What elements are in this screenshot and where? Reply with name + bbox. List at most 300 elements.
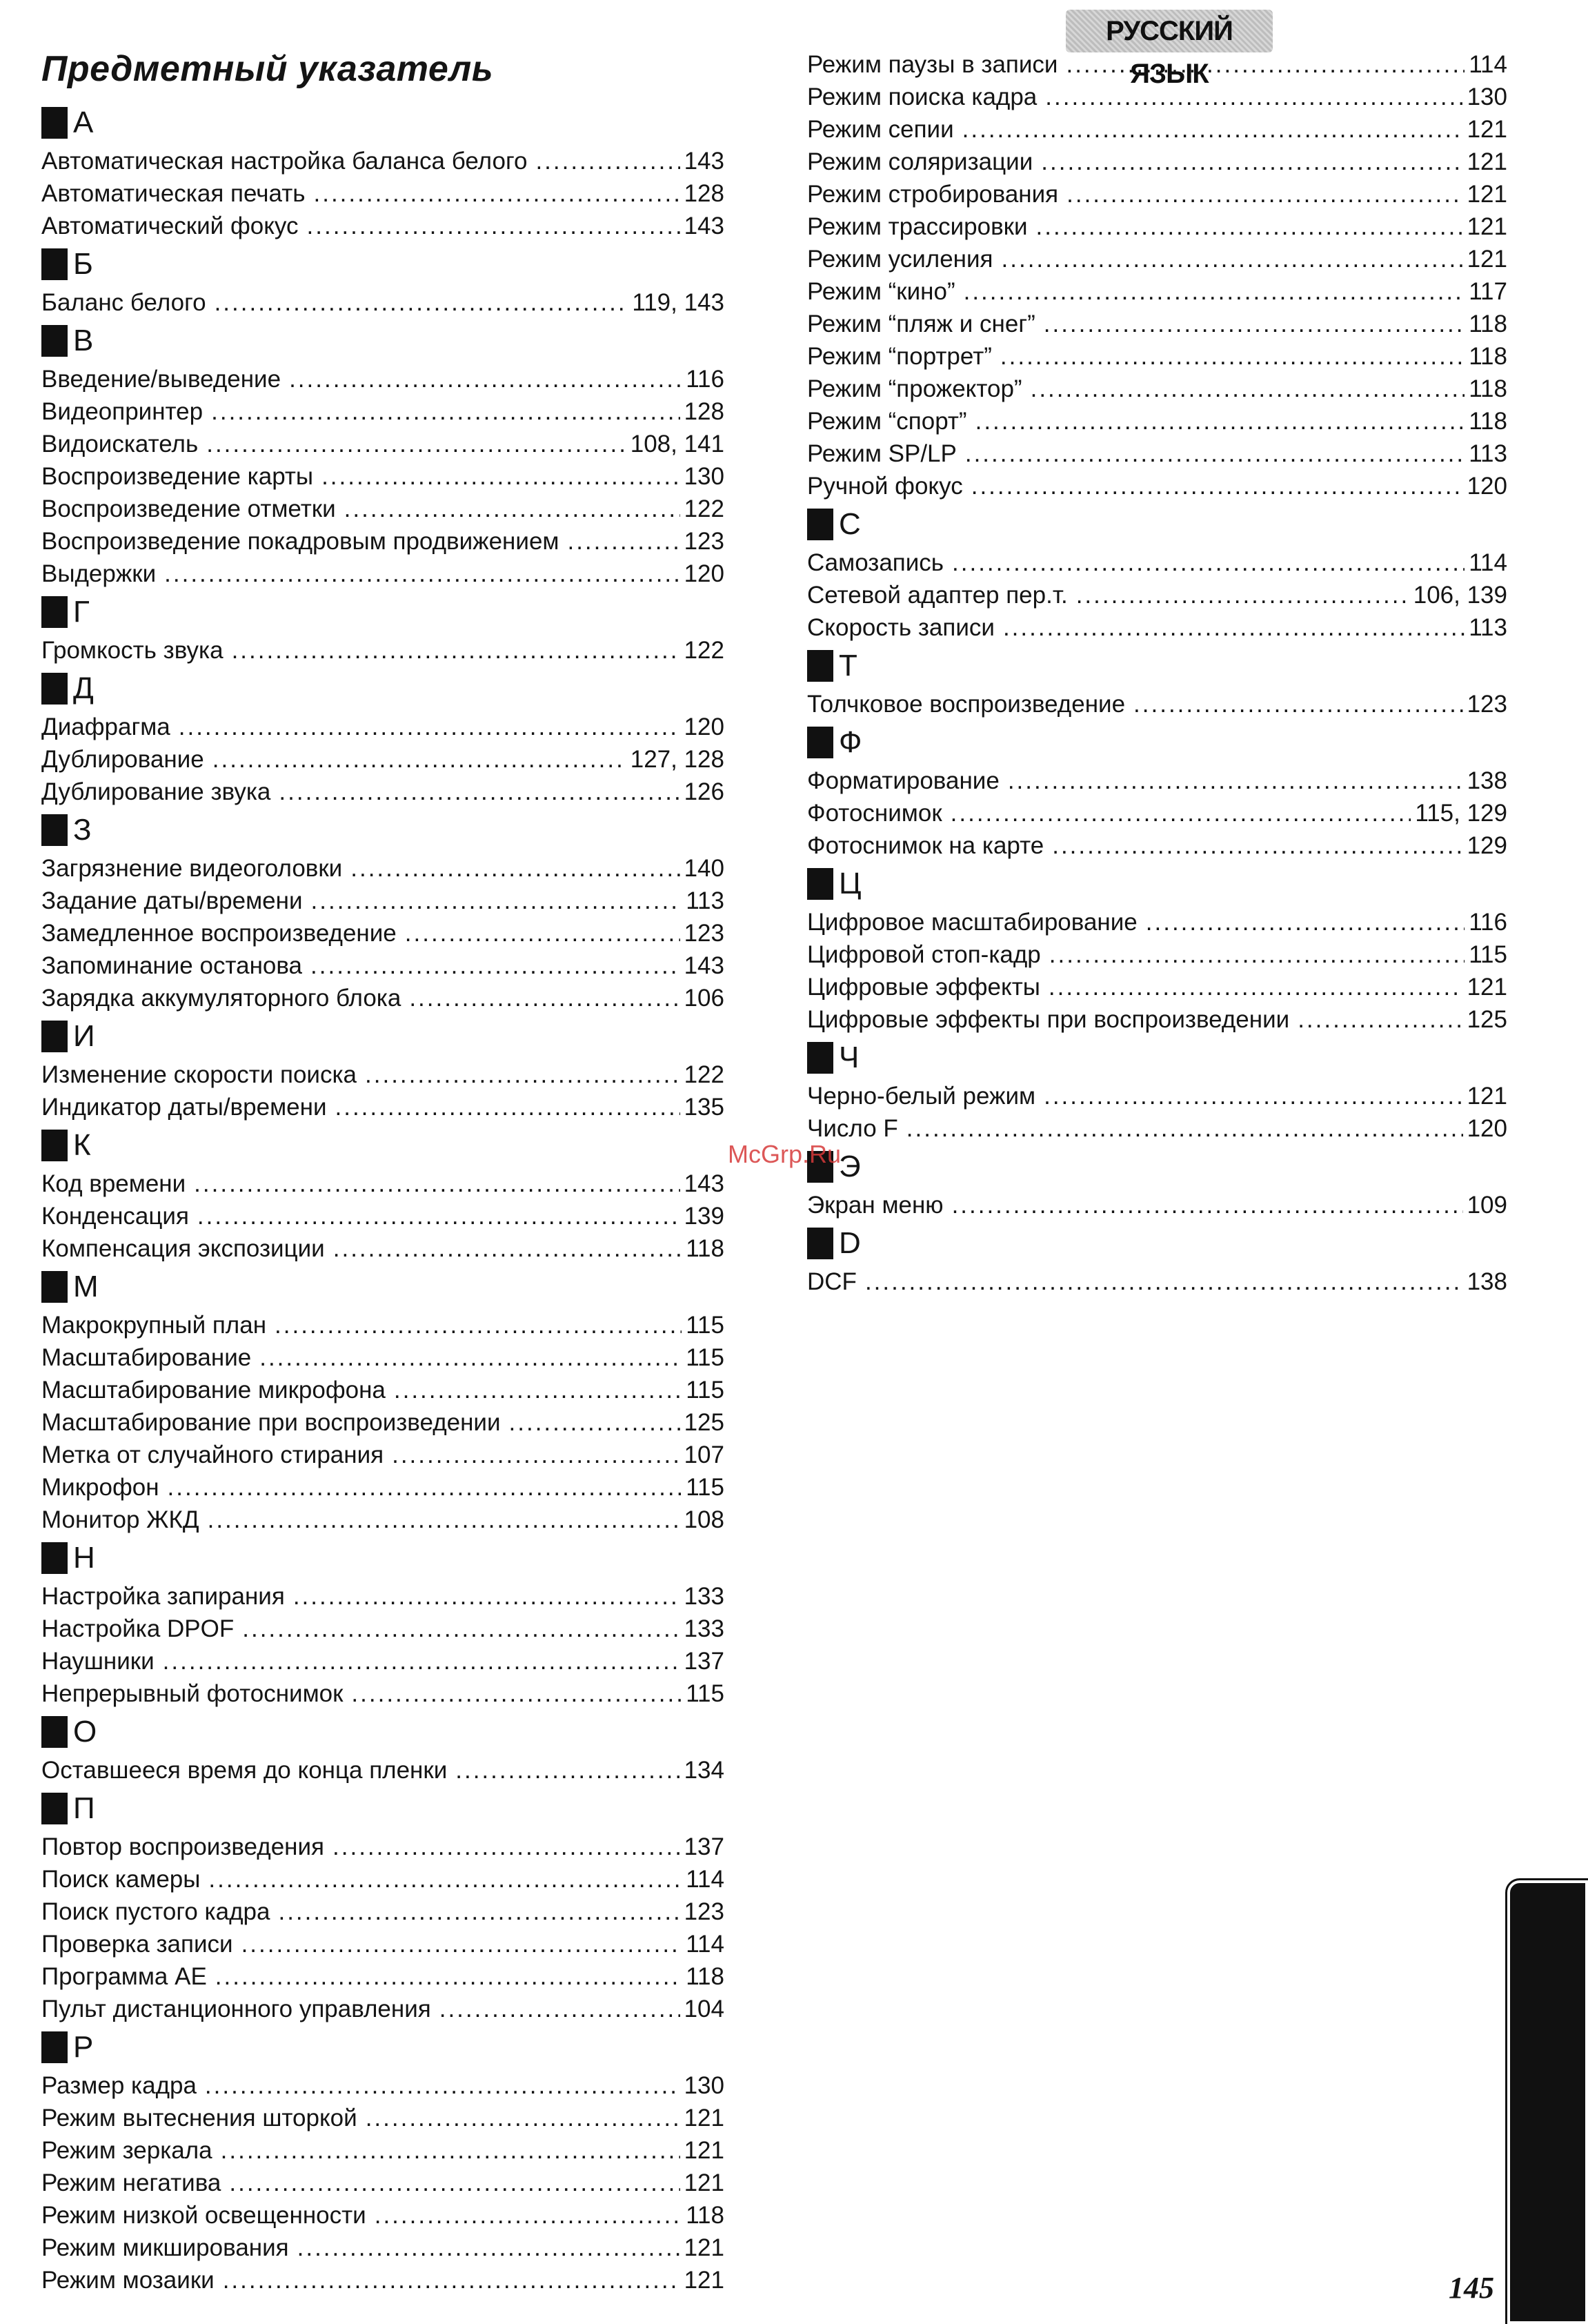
- entry-term: Дублирование: [41, 746, 204, 773]
- entry-page-ref: 115: [686, 1344, 724, 1371]
- entry-term: Режим микширования: [41, 2234, 289, 2261]
- section-letter: Б: [73, 247, 93, 281]
- index-entry: [41, 1831, 724, 1863]
- entry-term: Видоискатель: [41, 431, 199, 457]
- dot-leader: [952, 546, 1465, 579]
- entry-page-ref: 137: [684, 1648, 724, 1675]
- entry-page-ref: 120: [1467, 1115, 1507, 1142]
- index-entry: [41, 1993, 724, 2025]
- index-entry: [41, 1754, 724, 1786]
- dot-leader: [211, 395, 679, 428]
- entry-page-ref: 114: [686, 1931, 724, 1958]
- index-entry: [807, 611, 1507, 644]
- index-entry: [807, 906, 1507, 938]
- letter-section: [807, 862, 1507, 1036]
- dot-leader: [275, 1309, 682, 1341]
- dot-leader: [1049, 971, 1463, 1003]
- entry-term: Сетевой адаптер пер.т.: [807, 582, 1068, 609]
- dot-leader: [164, 558, 679, 590]
- entry-page-ref: 143: [684, 1170, 724, 1197]
- dot-leader: [1052, 829, 1462, 862]
- black-square-icon: [807, 650, 833, 682]
- page-title: Предметный указатель: [41, 49, 494, 89]
- entry-term: Замедленное воспроизведение: [41, 920, 397, 947]
- entry-term: Цифровое масштабирование: [807, 909, 1138, 936]
- black-square-icon: [807, 1228, 833, 1259]
- index-entry: [807, 81, 1507, 113]
- entry-page-ref: 118: [1469, 343, 1507, 370]
- entry-term: Фотоснимок: [807, 800, 942, 827]
- entry-page-ref: 139: [684, 1203, 724, 1230]
- black-square-icon: [41, 248, 68, 280]
- letter-section: [41, 319, 724, 590]
- entry-term: Режим SP/LP: [807, 440, 957, 467]
- index-entry: [807, 1189, 1507, 1221]
- index-entry: [807, 340, 1507, 373]
- index-entry: [807, 1080, 1507, 1112]
- black-square-icon: [41, 1716, 68, 1748]
- index-entry: [807, 546, 1507, 579]
- letter-header: [41, 1265, 724, 1309]
- section-letter: Ц: [839, 867, 862, 900]
- section-letter: А: [73, 106, 94, 139]
- side-tab-marker: [1507, 1880, 1588, 2324]
- dot-leader: [279, 776, 679, 808]
- index-entry: [41, 2232, 724, 2264]
- entry-page-ref: 121: [684, 2234, 724, 2261]
- entry-page-ref: 107: [684, 1441, 724, 1468]
- dot-leader: [965, 437, 1465, 470]
- section-letter: С: [839, 507, 861, 541]
- dot-leader: [1036, 210, 1463, 243]
- letter-header: [41, 667, 724, 711]
- section-letter: Д: [73, 671, 94, 705]
- entry-page-ref: 121: [684, 2267, 724, 2294]
- entry-page-ref: 115, 129: [1415, 800, 1507, 827]
- index-entry: [41, 776, 724, 808]
- index-entry: [807, 146, 1507, 178]
- entry-page-ref: 106, 139: [1413, 582, 1507, 609]
- index-entry: [41, 1580, 724, 1613]
- section-letter: И: [73, 1019, 95, 1053]
- index-entry: [41, 177, 724, 210]
- section-letter: П: [73, 1791, 95, 1825]
- dot-leader: [333, 1831, 680, 1863]
- entry-term: Оставшееся время до конца пленки: [41, 1757, 448, 1784]
- letter-section: [807, 1145, 1507, 1221]
- entry-page-ref: 133: [684, 1615, 724, 1642]
- dot-leader: [259, 1341, 682, 1374]
- entry-term: Громкость звука: [41, 637, 224, 664]
- entry-term: Режим усиления: [807, 246, 993, 273]
- black-square-icon: [41, 596, 68, 628]
- index-entry: [41, 2167, 724, 2199]
- entry-term: Режим мозаики: [41, 2267, 215, 2294]
- dot-leader: [307, 210, 680, 242]
- black-square-icon: [41, 1021, 68, 1052]
- dot-leader: [212, 743, 626, 776]
- index-entry: [807, 765, 1507, 797]
- entry-page-ref: 126: [684, 778, 724, 805]
- dot-leader: [205, 2069, 680, 2102]
- entry-term: Цифровой стоп-кадр: [807, 941, 1041, 968]
- section-letter: О: [73, 1715, 97, 1749]
- letter-header: [41, 242, 724, 286]
- entry-term: Число F: [807, 1115, 898, 1142]
- letter-section: [41, 1265, 724, 1536]
- entry-page-ref: 118: [686, 1235, 724, 1262]
- dot-leader: [964, 275, 1465, 308]
- index-entry: [41, 460, 724, 493]
- letter-header: [807, 502, 1507, 546]
- entry-term: Режим “спорт”: [807, 408, 967, 435]
- index-entry: [41, 395, 724, 428]
- entry-term: Проверка записи: [41, 1931, 233, 1958]
- black-square-icon: [41, 1130, 68, 1161]
- entry-page-ref: 138: [1467, 1268, 1507, 1295]
- entry-term: Монитор ЖКД: [41, 1506, 199, 1533]
- dot-leader: [206, 428, 626, 460]
- entry-page-ref: 120: [1467, 473, 1507, 500]
- black-square-icon: [41, 1271, 68, 1303]
- index-entry: [41, 1341, 724, 1374]
- black-square-icon: [41, 814, 68, 846]
- index-entry: [41, 2134, 724, 2167]
- entry-page-ref: 135: [684, 1094, 724, 1121]
- letter-section: [807, 1221, 1507, 1298]
- dot-leader: [344, 493, 680, 525]
- entry-term: Режим поиска кадра: [807, 83, 1038, 110]
- index-entry: [41, 1863, 724, 1895]
- index-entry: [41, 852, 724, 885]
- entry-term: Индикатор даты/времени: [41, 1094, 327, 1121]
- dot-leader: [1298, 1003, 1462, 1036]
- entry-term: Настройка DPOF: [41, 1615, 235, 1642]
- dot-leader: [392, 1439, 679, 1471]
- entry-page-ref: 114: [1469, 549, 1507, 576]
- entry-page-ref: 108: [684, 1506, 724, 1533]
- index-entry: [807, 971, 1507, 1003]
- dot-leader: [242, 1613, 679, 1645]
- entry-term: Непрерывный фотоснимок: [41, 1680, 344, 1707]
- index-entry: [41, 525, 724, 558]
- entry-term: Автоматическая печать: [41, 180, 306, 207]
- index-entry: [41, 1895, 724, 1928]
- index-entry: [41, 1309, 724, 1341]
- entry-term: Компенсация экспозиции: [41, 1235, 325, 1262]
- dot-leader: [350, 852, 679, 885]
- dot-leader: [439, 1993, 680, 2025]
- index-entry: [807, 373, 1507, 405]
- dot-leader: [952, 1189, 1463, 1221]
- index-entry: [41, 1960, 724, 1993]
- entry-page-ref: 122: [684, 1061, 724, 1088]
- index-entry: [41, 1200, 724, 1232]
- index-entry: [807, 113, 1507, 146]
- entry-term: Режим зеркала: [41, 2137, 212, 2164]
- letter-header: [41, 1786, 724, 1831]
- dot-leader: [971, 470, 1463, 502]
- dot-leader: [194, 1168, 679, 1200]
- entry-page-ref: 143: [684, 952, 724, 979]
- section-letter: Г: [73, 595, 90, 629]
- entry-term: Пульт дистанционного управления: [41, 1996, 431, 2022]
- dot-leader: [1031, 373, 1465, 405]
- index-entry: [41, 1058, 724, 1091]
- index-entry: [41, 949, 724, 982]
- entry-term: Режим паузы в записи: [807, 51, 1058, 78]
- dot-leader: [865, 1266, 1463, 1298]
- entry-page-ref: 143: [684, 213, 724, 239]
- letter-section: [41, 2025, 724, 2296]
- letter-header: [41, 319, 724, 363]
- right-continuation-entries: [807, 48, 1507, 502]
- entry-term: Режим низкой освещенности: [41, 2202, 366, 2229]
- section-letter: Р: [73, 2030, 94, 2064]
- index-entry: [41, 1677, 724, 1710]
- dot-leader: [1008, 765, 1463, 797]
- entry-term: Конденсация: [41, 1203, 189, 1230]
- entry-term: Масштабирование микрофона: [41, 1377, 386, 1404]
- entry-page-ref: 113: [686, 887, 724, 914]
- letter-section: [41, 1786, 724, 2025]
- entry-term: Программа АЕ: [41, 1963, 207, 1990]
- index-entry: [41, 363, 724, 395]
- letter-header: [41, 808, 724, 852]
- index-entry: [807, 275, 1507, 308]
- entry-page-ref: 121: [1467, 1083, 1507, 1110]
- entry-term: Режим “кино”: [807, 278, 955, 305]
- entry-page-ref: 121: [1467, 974, 1507, 1001]
- dot-leader: [208, 1504, 680, 1536]
- letter-header: [807, 720, 1507, 765]
- entry-term: Макрокрупный план: [41, 1312, 267, 1339]
- dot-leader: [310, 949, 680, 982]
- section-letter: З: [73, 813, 92, 847]
- entry-page-ref: 134: [684, 1757, 724, 1784]
- entry-page-ref: 129: [1467, 832, 1507, 859]
- entry-term: Цифровые эффекты: [807, 974, 1040, 1001]
- letter-section: [41, 101, 724, 242]
- entry-page-ref: 123: [1467, 691, 1507, 718]
- entry-term: Фотоснимок на карте: [807, 832, 1044, 859]
- section-letter: К: [73, 1128, 91, 1162]
- entry-page-ref: 113: [1469, 614, 1507, 641]
- dot-leader: [1003, 611, 1465, 644]
- black-square-icon: [807, 509, 833, 540]
- dot-leader: [906, 1112, 1463, 1145]
- dot-leader: [1002, 243, 1463, 275]
- black-square-icon: [41, 325, 68, 357]
- index-entry: [807, 243, 1507, 275]
- letter-header: [807, 1221, 1507, 1266]
- index-entry: [41, 428, 724, 460]
- entry-term: Воспроизведение карты: [41, 463, 314, 490]
- index-entry: [41, 982, 724, 1014]
- index-entry: [41, 1645, 724, 1677]
- entry-term: Поиск камеры: [41, 1866, 201, 1893]
- entry-term: Введение/выведение: [41, 366, 281, 393]
- entry-term: Зарядка аккумуляторного блока: [41, 985, 401, 1012]
- entry-term: Режим стробирования: [807, 181, 1059, 208]
- section-letter: Т: [839, 649, 857, 682]
- entry-page-ref: 108, 141: [630, 431, 724, 457]
- black-square-icon: [41, 1793, 68, 1824]
- dot-leader: [223, 2264, 680, 2296]
- index-entry: [807, 210, 1507, 243]
- letter-header: [807, 644, 1507, 688]
- index-entry: [41, 1091, 724, 1123]
- index-entry: [41, 711, 724, 743]
- letter-section: [41, 1123, 724, 1265]
- letter-section: [807, 720, 1507, 862]
- dot-leader: [197, 1200, 680, 1232]
- black-square-icon: [41, 673, 68, 705]
- entry-page-ref: 130: [1467, 83, 1507, 110]
- dot-leader: [962, 113, 1463, 146]
- letter-section: [41, 808, 724, 1014]
- index-entry: [41, 558, 724, 590]
- black-square-icon: [41, 2031, 68, 2063]
- dot-leader: [375, 2199, 682, 2232]
- dot-leader: [1049, 938, 1465, 971]
- entry-page-ref: 121: [1467, 148, 1507, 175]
- index-entry: [41, 1613, 724, 1645]
- letter-section: [807, 644, 1507, 720]
- index-entry: [807, 470, 1507, 502]
- entry-page-ref: 128: [684, 398, 724, 425]
- entry-term: Код времени: [41, 1170, 186, 1197]
- index-entry: [41, 743, 724, 776]
- letter-header: [41, 1536, 724, 1580]
- entry-page-ref: 104: [684, 1996, 724, 2022]
- entry-page-ref: 121: [1467, 116, 1507, 143]
- entry-term: Загрязнение видеоголовки: [41, 855, 343, 882]
- letter-section: [41, 1014, 724, 1123]
- index-left-column: [41, 41, 724, 2296]
- entry-page-ref: 137: [684, 1833, 724, 1860]
- index-entry: [807, 405, 1507, 437]
- entry-term: Режим вытеснения шторкой: [41, 2105, 357, 2131]
- index-entry: [41, 1471, 724, 1504]
- dot-leader: [455, 1754, 679, 1786]
- index-entry: [41, 493, 724, 525]
- dot-leader: [168, 1471, 682, 1504]
- dot-leader: [1041, 146, 1462, 178]
- entry-page-ref: 122: [684, 495, 724, 522]
- index-entry: [41, 210, 724, 242]
- entry-term: Настройка запирания: [41, 1583, 285, 1610]
- entry-page-ref: 130: [684, 463, 724, 490]
- entry-page-ref: 118: [1469, 375, 1507, 402]
- dot-leader: [351, 1677, 682, 1710]
- index-entry: [807, 829, 1507, 862]
- entry-term: Диафрагма: [41, 713, 170, 740]
- index-right-column: [807, 48, 1507, 1298]
- entry-term: Режим негатива: [41, 2169, 221, 2196]
- index-entry: [41, 1504, 724, 1536]
- dot-leader: [208, 1863, 682, 1895]
- entry-term: Видеопринтер: [41, 398, 204, 425]
- index-entry: [807, 1112, 1507, 1145]
- black-square-icon: [41, 107, 68, 139]
- index-entry: [41, 2069, 724, 2102]
- dot-leader: [365, 1058, 680, 1091]
- section-letter: Э: [839, 1150, 861, 1183]
- dot-leader: [297, 2232, 680, 2264]
- dot-leader: [179, 711, 680, 743]
- index-entry: [41, 2102, 724, 2134]
- letter-section: [41, 1710, 724, 1786]
- entry-term: Автоматическая настройка баланса белого: [41, 148, 528, 175]
- entry-term: DCF: [807, 1268, 857, 1295]
- entry-term: Воспроизведение покадровым продвижением: [41, 528, 559, 555]
- entry-term: Режим трассировки: [807, 213, 1028, 240]
- letter-header: [41, 590, 724, 634]
- entry-page-ref: 123: [684, 1898, 724, 1925]
- entry-term: Цифровые эффекты при воспроизведении: [807, 1006, 1290, 1033]
- dot-leader: [232, 634, 680, 667]
- black-square-icon: [807, 727, 833, 758]
- section-letter: В: [73, 324, 94, 357]
- letter-section: [41, 667, 724, 808]
- dot-leader: [215, 1960, 682, 1993]
- dot-leader: [366, 2102, 680, 2134]
- entry-page-ref: 115: [686, 1312, 724, 1339]
- entry-page-ref: 125: [684, 1409, 724, 1436]
- index-entry: [41, 1406, 724, 1439]
- page-number: 145: [1449, 2271, 1494, 2305]
- letter-header: [41, 1710, 724, 1754]
- index-entry: [807, 308, 1507, 340]
- dot-leader: [241, 1928, 682, 1960]
- index-entry: [807, 797, 1507, 829]
- entry-page-ref: 114: [686, 1866, 724, 1893]
- dot-leader: [1076, 579, 1409, 611]
- entry-term: Выдержки: [41, 560, 157, 587]
- index-entry: [41, 1439, 724, 1471]
- entry-page-ref: 118: [686, 2202, 724, 2229]
- black-square-icon: [41, 1542, 68, 1574]
- black-square-icon: [807, 868, 833, 900]
- entry-term: Толчковое воспроизведение: [807, 691, 1126, 718]
- entry-page-ref: 116: [1469, 909, 1507, 936]
- dot-leader: [221, 2134, 680, 2167]
- index-entry: [41, 1928, 724, 1960]
- entry-term: Автоматический фокус: [41, 213, 299, 239]
- entry-page-ref: 127, 128: [630, 746, 724, 773]
- entry-page-ref: 118: [1469, 408, 1507, 435]
- index-entry: [41, 286, 724, 319]
- dot-leader: [535, 145, 679, 177]
- index-entry: [807, 579, 1507, 611]
- dot-leader: [1133, 688, 1463, 720]
- entry-term: Масштабирование: [41, 1344, 252, 1371]
- letter-header: [41, 1014, 724, 1058]
- dot-leader: [278, 1895, 679, 1928]
- dot-leader: [289, 363, 682, 395]
- section-letter: Н: [73, 1541, 95, 1575]
- index-entry: [41, 1374, 724, 1406]
- section-letter: Ф: [839, 725, 862, 759]
- entry-page-ref: 122: [684, 637, 724, 664]
- index-entry: [807, 178, 1507, 210]
- section-letter: М: [73, 1270, 99, 1303]
- dot-leader: [311, 885, 682, 917]
- entry-term: Изменение скорости поиска: [41, 1061, 357, 1088]
- index-entry: [41, 885, 724, 917]
- entry-term: Режим соляризации: [807, 148, 1033, 175]
